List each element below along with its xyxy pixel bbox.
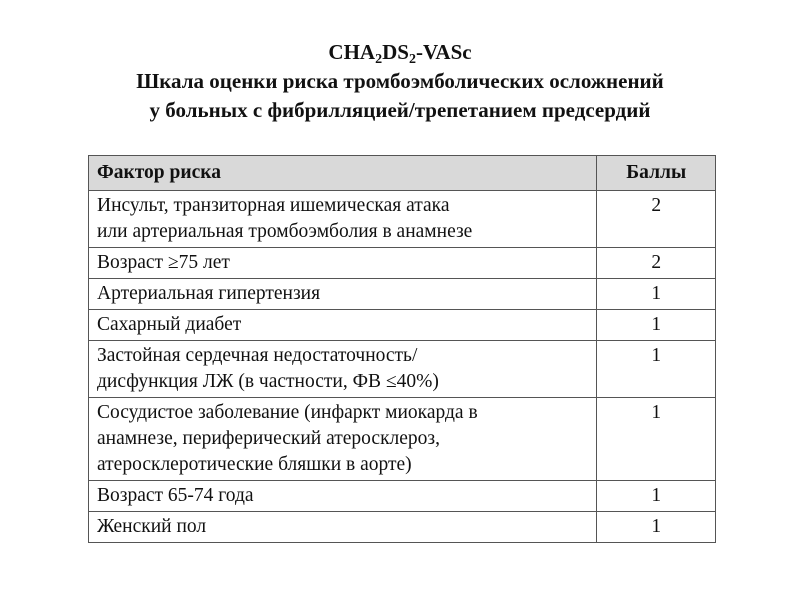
table-header-row bbox=[89, 156, 716, 191]
risk-factor-line: Сахарный диабет bbox=[97, 314, 242, 335]
table-row bbox=[89, 512, 716, 543]
table-row bbox=[89, 341, 716, 398]
risk-factor-line: анамнезе, периферический атеросклероз, bbox=[97, 428, 441, 449]
risk-factor-cell bbox=[89, 481, 597, 512]
table-row bbox=[89, 481, 716, 512]
score-cell: 2 bbox=[597, 191, 716, 248]
risk-factor-line: атеросклеротические бляшки в аорте) bbox=[97, 454, 412, 475]
table-row bbox=[89, 191, 716, 248]
risk-factor-cell bbox=[89, 310, 597, 341]
header-risk-factor: Фактор риска bbox=[89, 156, 597, 191]
score-name-subscript: 2 bbox=[375, 52, 383, 67]
score-cell: 1 bbox=[597, 481, 716, 512]
risk-factor-line: Сосудистое заболевание (инфаркт миокарда в bbox=[97, 402, 478, 423]
risk-factor-cell bbox=[89, 341, 597, 398]
title-line-2: Шкала оценки риска тромбоэмболических осложнений bbox=[136, 69, 664, 93]
table-row bbox=[89, 248, 716, 279]
risk-factor-line: Застойная сердечная недостаточность/ bbox=[97, 345, 418, 366]
table-row bbox=[89, 310, 716, 341]
risk-factor-cell bbox=[89, 248, 597, 279]
table-body bbox=[89, 191, 716, 543]
risk-factor-line: дисфункция ЛЖ (в частности, ФВ ≤40%) bbox=[97, 371, 439, 392]
risk-factor-line: Женский пол bbox=[97, 516, 207, 537]
risk-factor-line: Артериальная гипертензия bbox=[97, 283, 321, 304]
score-cell: 1 bbox=[597, 341, 716, 398]
table-row bbox=[89, 279, 716, 310]
score-cell: 1 bbox=[597, 279, 716, 310]
score-cell: 2 bbox=[597, 248, 716, 279]
risk-factor-cell bbox=[89, 191, 597, 248]
risk-factor-cell bbox=[89, 279, 597, 310]
header-score: Баллы bbox=[597, 156, 716, 191]
score-name-part: CHA bbox=[328, 40, 376, 64]
score-cell: 1 bbox=[597, 310, 716, 341]
risk-factor-table bbox=[88, 155, 716, 543]
score-name-subscript: 2 bbox=[408, 52, 416, 67]
risk-factor-line: Возраст 65-74 года bbox=[97, 485, 254, 506]
score-name-part: -VASc bbox=[415, 40, 472, 64]
score-cell: 1 bbox=[597, 398, 716, 481]
risk-factor-cell bbox=[89, 398, 597, 481]
risk-factor-line: или артериальная тромбоэмболия в анамнезе bbox=[97, 221, 473, 242]
score-name bbox=[0, 38, 800, 67]
risk-factor-line: Инсульт, транзиторная ишемическая атака bbox=[97, 195, 450, 216]
score-cell: 1 bbox=[597, 512, 716, 543]
table-row bbox=[89, 398, 716, 481]
risk-factor-cell bbox=[89, 512, 597, 543]
document-title bbox=[0, 38, 800, 125]
title-line-3: у больных с фибрилляцией/трепетанием предсердий bbox=[149, 98, 651, 122]
score-name-part: DS bbox=[382, 40, 409, 64]
risk-factor-line: Возраст ≥75 лет bbox=[97, 252, 230, 273]
